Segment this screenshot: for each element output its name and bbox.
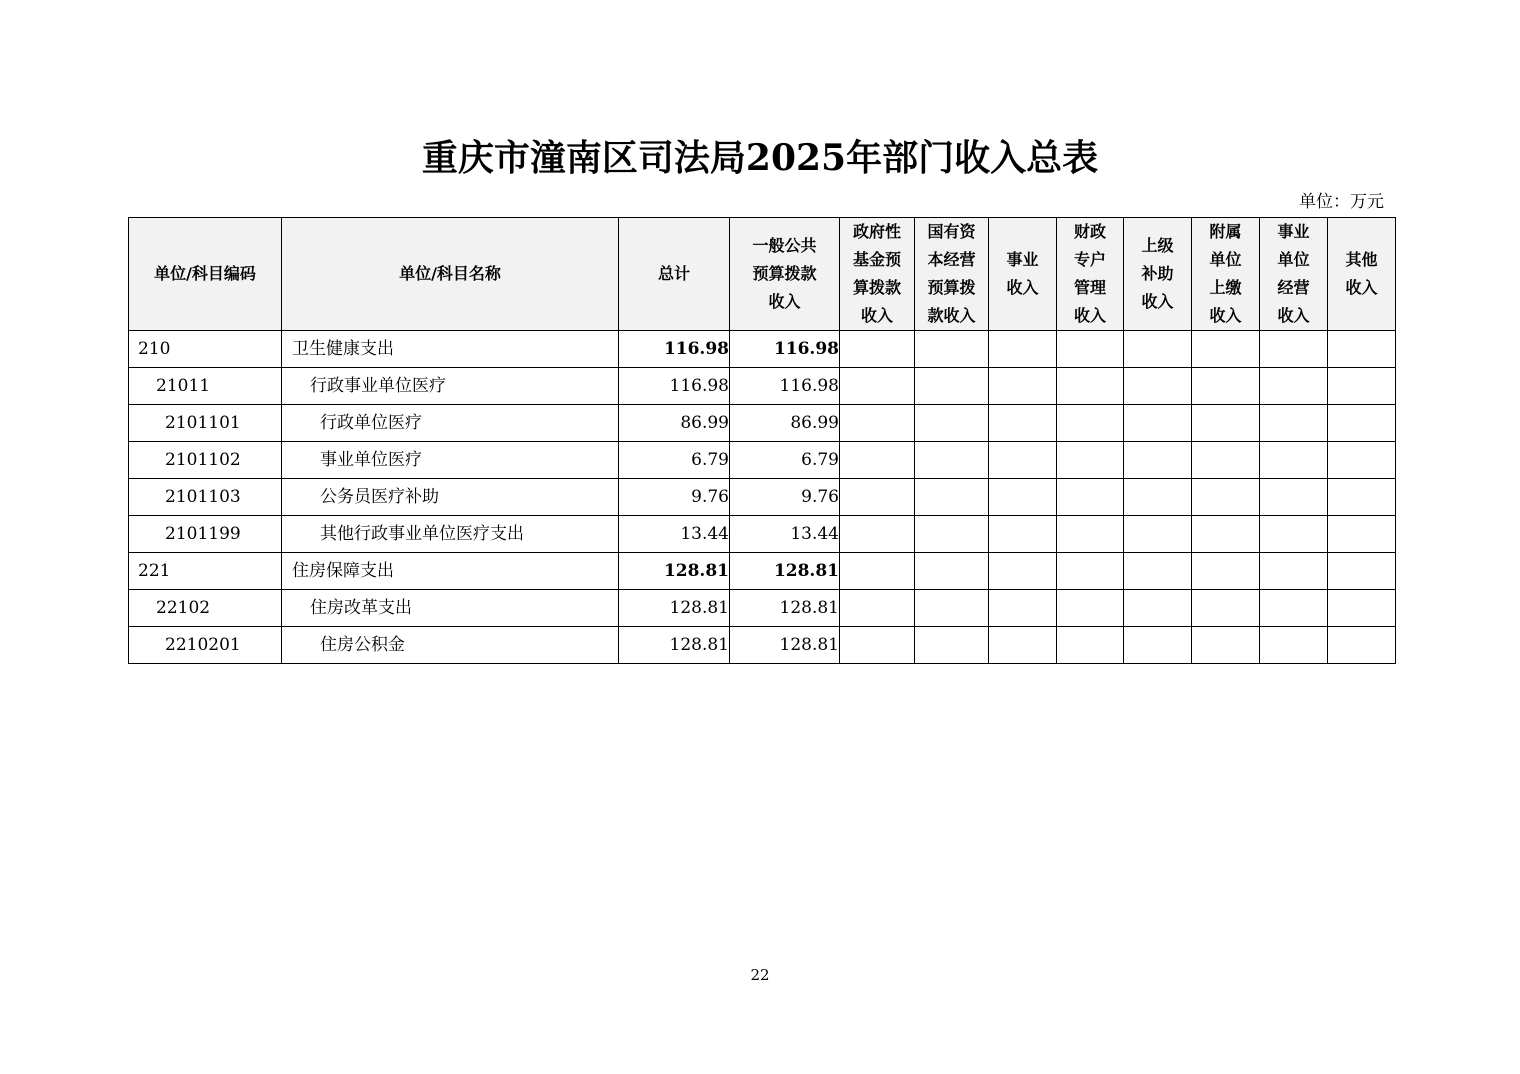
empty-cell [915, 405, 989, 442]
row-name: 行政事业单位医疗 [282, 368, 619, 405]
empty-cell [1260, 516, 1328, 553]
empty-cell [1328, 553, 1396, 590]
empty-cell [1260, 442, 1328, 479]
header-superior-subsidy: 上级 补助 收入 [1124, 218, 1192, 331]
empty-cell [989, 442, 1057, 479]
row-total: 116.98 [619, 331, 730, 368]
empty-cell [1328, 368, 1396, 405]
header-fiscal-account: 财政 专户 管理 收入 [1057, 218, 1124, 331]
empty-cell [840, 442, 915, 479]
row-general-budget: 128.81 [730, 627, 840, 664]
empty-cell [915, 368, 989, 405]
empty-cell [1192, 479, 1260, 516]
row-general-budget: 86.99 [730, 405, 840, 442]
empty-cell [1124, 442, 1192, 479]
table-row [129, 331, 1396, 368]
empty-cell [1260, 553, 1328, 590]
row-total: 128.81 [619, 590, 730, 627]
empty-cell [989, 553, 1057, 590]
empty-cell [989, 331, 1057, 368]
table-row [129, 368, 1396, 405]
row-code: 2101101 [129, 405, 282, 442]
empty-cell [1192, 590, 1260, 627]
empty-cell [1057, 442, 1124, 479]
header-total: 总计 [619, 218, 730, 331]
empty-cell [915, 516, 989, 553]
empty-cell [840, 331, 915, 368]
empty-cell [1057, 553, 1124, 590]
empty-cell [1192, 553, 1260, 590]
row-total: 128.81 [619, 627, 730, 664]
empty-cell [1124, 368, 1192, 405]
row-total: 6.79 [619, 442, 730, 479]
table-header-row [129, 218, 1396, 331]
empty-cell [1124, 479, 1192, 516]
empty-cell [1057, 405, 1124, 442]
row-general-budget: 9.76 [730, 479, 840, 516]
page-title: 重庆市潼南区司法局2025年部门收入总表 [421, 137, 1099, 179]
empty-cell [840, 479, 915, 516]
header-general-budget: 一般公共 预算拨款 收入 [730, 218, 840, 331]
empty-cell [1057, 368, 1124, 405]
empty-cell [840, 627, 915, 664]
row-code: 2210201 [129, 627, 282, 664]
empty-cell [1057, 516, 1124, 553]
row-total: 13.44 [619, 516, 730, 553]
row-code: 210 [129, 331, 282, 368]
empty-cell [1328, 331, 1396, 368]
row-name: 卫生健康支出 [282, 331, 619, 368]
row-total: 128.81 [619, 553, 730, 590]
empty-cell [1260, 405, 1328, 442]
header-unit-operation: 事业 单位 经营 收入 [1260, 218, 1328, 331]
empty-cell [989, 479, 1057, 516]
unit-label: 单位：万元 [1299, 192, 1384, 212]
empty-cell [1192, 442, 1260, 479]
row-total: 9.76 [619, 479, 730, 516]
empty-cell [840, 516, 915, 553]
row-total: 86.99 [619, 405, 730, 442]
empty-cell [989, 405, 1057, 442]
row-name: 事业单位医疗 [282, 442, 619, 479]
empty-cell [1260, 331, 1328, 368]
row-name: 其他行政事业单位医疗支出 [282, 516, 619, 553]
empty-cell [1328, 516, 1396, 553]
empty-cell [989, 516, 1057, 553]
header-gov-fund: 政府性 基金预 算拨款 收入 [840, 218, 915, 331]
empty-cell [1124, 516, 1192, 553]
row-code: 22102 [129, 590, 282, 627]
row-general-budget: 116.98 [730, 368, 840, 405]
empty-cell [1124, 405, 1192, 442]
empty-cell [1260, 368, 1328, 405]
empty-cell [1328, 442, 1396, 479]
empty-cell [989, 368, 1057, 405]
empty-cell [1057, 331, 1124, 368]
row-code: 2101199 [129, 516, 282, 553]
empty-cell [915, 442, 989, 479]
row-code: 2101102 [129, 442, 282, 479]
empty-cell [915, 331, 989, 368]
empty-cell [1328, 405, 1396, 442]
empty-cell [915, 627, 989, 664]
row-general-budget: 128.81 [730, 553, 840, 590]
table-row [129, 405, 1396, 442]
row-name: 行政单位医疗 [282, 405, 619, 442]
empty-cell [989, 590, 1057, 627]
page-number: 22 [750, 966, 770, 984]
empty-cell [1328, 479, 1396, 516]
row-name: 住房保障支出 [282, 553, 619, 590]
row-general-budget: 116.98 [730, 331, 840, 368]
row-name: 住房公积金 [282, 627, 619, 664]
empty-cell [1192, 627, 1260, 664]
header-name: 单位/科目名称 [282, 218, 619, 331]
empty-cell [1192, 368, 1260, 405]
empty-cell [1192, 331, 1260, 368]
header-state-capital: 国有资 本经营 预算拨 款收入 [915, 218, 989, 331]
table-row [129, 516, 1396, 553]
row-general-budget: 128.81 [730, 590, 840, 627]
empty-cell [1057, 627, 1124, 664]
row-general-budget: 13.44 [730, 516, 840, 553]
empty-cell [840, 590, 915, 627]
empty-cell [1192, 516, 1260, 553]
row-code: 221 [129, 553, 282, 590]
empty-cell [1260, 479, 1328, 516]
table-row [129, 627, 1396, 664]
table-row [129, 590, 1396, 627]
empty-cell [915, 479, 989, 516]
row-code: 21011 [129, 368, 282, 405]
table-row [129, 553, 1396, 590]
row-name: 住房改革支出 [282, 590, 619, 627]
header-affiliated-unit: 附属 单位 上缴 收入 [1192, 218, 1260, 331]
empty-cell [840, 405, 915, 442]
table-row [129, 442, 1396, 479]
empty-cell [1124, 627, 1192, 664]
row-total: 116.98 [619, 368, 730, 405]
empty-cell [1192, 405, 1260, 442]
empty-cell [1260, 627, 1328, 664]
empty-cell [1328, 590, 1396, 627]
empty-cell [1124, 331, 1192, 368]
empty-cell [840, 368, 915, 405]
empty-cell [1328, 627, 1396, 664]
header-other-income: 其他 收入 [1328, 218, 1396, 331]
table-row [129, 479, 1396, 516]
empty-cell [1124, 590, 1192, 627]
empty-cell [840, 553, 915, 590]
header-business-income: 事业 收入 [989, 218, 1057, 331]
empty-cell [989, 627, 1057, 664]
empty-cell [1124, 553, 1192, 590]
empty-cell [915, 553, 989, 590]
empty-cell [1260, 590, 1328, 627]
header-code: 单位/科目编码 [129, 218, 282, 331]
empty-cell [1057, 479, 1124, 516]
income-table [128, 217, 1396, 664]
row-general-budget: 6.79 [730, 442, 840, 479]
row-code: 2101103 [129, 479, 282, 516]
empty-cell [1057, 590, 1124, 627]
row-name: 公务员医疗补助 [282, 479, 619, 516]
empty-cell [915, 590, 989, 627]
